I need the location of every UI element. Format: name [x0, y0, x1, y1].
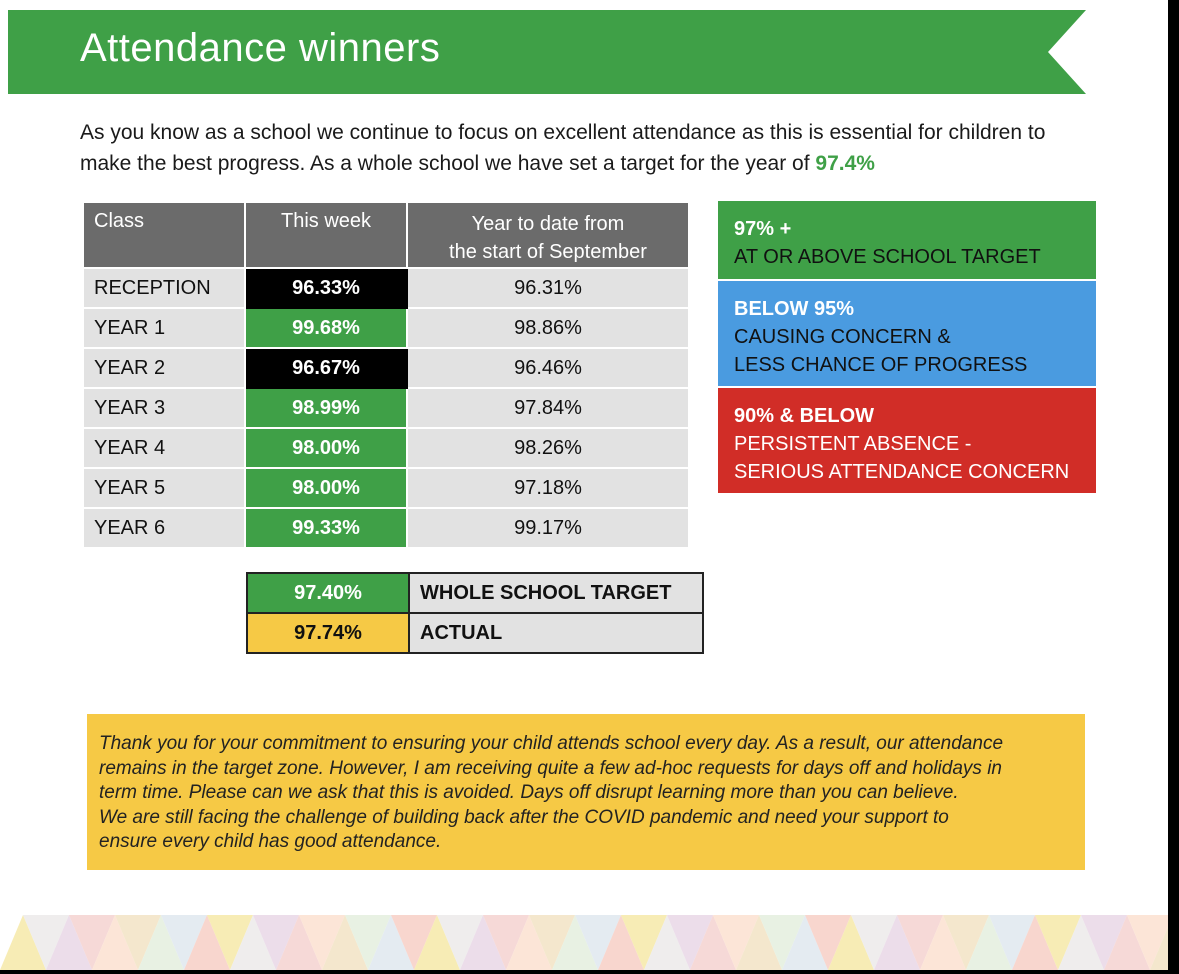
note-line: ensure every child has good attendance.	[99, 831, 442, 852]
class-cell: YEAR 5	[83, 468, 245, 508]
legend-blue-line2: LESS CHANCE OF PROGRESS	[734, 354, 1028, 376]
table-row	[83, 428, 689, 468]
class-cell: YEAR 3	[83, 388, 245, 428]
summary-row-actual	[247, 613, 703, 653]
this-week-cell: 98.99%	[245, 388, 407, 428]
note-line: Thank you for your commitment to ensuring your child attends school every day. As a result, our attendance	[99, 733, 1004, 754]
table-row	[83, 508, 689, 548]
ytd-cell: 98.26%	[407, 428, 689, 468]
header-ytd-line1: Year to date from	[471, 213, 625, 235]
table-header-row	[83, 202, 689, 268]
actual-value: 97.74%	[247, 613, 409, 653]
headteacher-note	[87, 714, 1085, 870]
class-cell: RECEPTION	[83, 268, 245, 308]
table-row	[83, 388, 689, 428]
intro-text: As you know as a school we continue to focus on excellent attendance as this is essential for children to make the best progress. As a whole school we have set a target for the year of	[80, 121, 1046, 175]
table-row	[83, 308, 689, 348]
table-row	[83, 348, 689, 388]
header-class: Class	[83, 202, 245, 268]
ytd-cell: 97.18%	[407, 468, 689, 508]
class-cell: YEAR 6	[83, 508, 245, 548]
actual-label: ACTUAL	[409, 613, 703, 653]
legend-red-line1: PERSISTENT ABSENCE -	[734, 433, 972, 455]
note-line: remains in the target zone. However, I am receiving quite a few ad-hoc requests for days off and holidays in	[99, 757, 1002, 779]
note-line: We are still facing the challenge of building back after the COVID pandemic and need your support to	[99, 806, 949, 828]
legend-blue-line1: CAUSING CONCERN &	[734, 326, 951, 348]
legend-red	[718, 388, 1096, 493]
this-week-cell: 99.68%	[245, 308, 407, 348]
header-this-week: This week	[245, 202, 407, 268]
ytd-cell: 98.86%	[407, 308, 689, 348]
table-row	[83, 468, 689, 508]
this-week-cell: 96.67%	[245, 348, 407, 388]
target-value: 97.40%	[247, 573, 409, 613]
class-cell: YEAR 4	[83, 428, 245, 468]
legend-red-line2: SERIOUS ATTENDANCE CONCERN	[734, 461, 1070, 483]
class-cell: YEAR 2	[83, 348, 245, 388]
legend-green	[718, 201, 1096, 279]
intro-target-value: 97.4%	[815, 152, 875, 175]
school-summary-table	[246, 572, 704, 654]
intro-paragraph	[80, 117, 1080, 179]
this-week-cell: 98.00%	[245, 428, 407, 468]
class-cell: YEAR 1	[83, 308, 245, 348]
ytd-cell: 99.17%	[407, 508, 689, 548]
legend-red-heading: 90% & BELOW	[734, 405, 875, 427]
ytd-cell: 97.84%	[407, 388, 689, 428]
ytd-cell: 96.31%	[407, 268, 689, 308]
table-row	[83, 268, 689, 308]
this-week-cell: 99.33%	[245, 508, 407, 548]
target-label: WHOLE SCHOOL TARGET	[409, 573, 703, 613]
title-banner	[8, 10, 1086, 94]
page-title: Attendance winners	[80, 26, 441, 70]
legend-blue	[718, 281, 1096, 386]
ytd-cell: 96.46%	[407, 348, 689, 388]
this-week-cell: 98.00%	[245, 468, 407, 508]
legend-green-heading: 97% +	[734, 218, 792, 240]
summary-row-target	[247, 573, 703, 613]
this-week-cell: 96.33%	[245, 268, 407, 308]
header-ytd-line2: the start of September	[449, 241, 647, 263]
header-year-to-date	[407, 202, 689, 268]
attendance-table	[82, 201, 690, 549]
decorative-triangle-pattern	[0, 915, 1168, 970]
legend-green-text: AT OR ABOVE SCHOOL TARGET	[734, 246, 1041, 268]
legend-blue-heading: BELOW 95%	[734, 298, 855, 320]
note-line: term time. Please can we ask that this is avoided. Days off disrupt learning more than you can believe.	[99, 782, 959, 803]
